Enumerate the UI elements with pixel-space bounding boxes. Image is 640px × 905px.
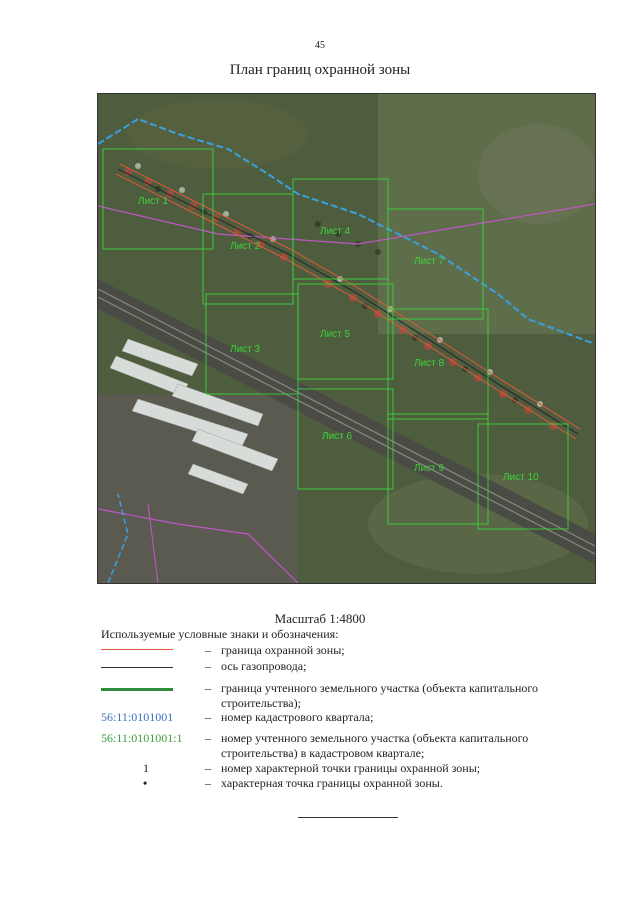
sheet-label: Лист 9	[414, 463, 445, 474]
legend-dash: –	[205, 643, 211, 657]
legend-dash: –	[205, 761, 211, 775]
point-marker: •	[143, 776, 148, 790]
legend-red-line	[101, 649, 173, 650]
page-title: План границ охранной зоны	[229, 62, 411, 78]
satellite-map	[97, 93, 596, 584]
legend-dash: –	[205, 659, 211, 673]
legend-heading: Используемые условные знаки и обозначения:	[101, 627, 339, 641]
legend-symbol	[101, 659, 173, 673]
legend-description: номер учтенного земельного участка (объекта капитального строительства) в кадастровом квартале;	[221, 731, 529, 760]
point-number-code: 1	[143, 761, 149, 775]
sheet-label: Лист 3	[230, 344, 261, 355]
footer-rule	[298, 817, 398, 818]
legend-dash: –	[205, 710, 211, 724]
sheet-label: Лист 5	[320, 329, 351, 340]
legend-description: характерная точка границы охранной зоны.	[221, 776, 443, 790]
legend-description: граница охранной зоны;	[221, 643, 345, 657]
legend-dark-line	[101, 667, 173, 668]
map-scale: Масштаб 1:4800	[274, 611, 366, 626]
legend-description: номер кадастрового квартала;	[221, 710, 374, 724]
legend-symbol	[101, 643, 173, 657]
page-number: 45	[315, 40, 325, 51]
legend-dash: –	[205, 681, 211, 695]
sheet-label: Лист 8	[414, 358, 445, 369]
sheet-label: Лист 1	[138, 196, 169, 207]
sheet-label: Лист 10	[503, 472, 539, 483]
cadastral-quarter-code: 56:11:0101001	[101, 710, 174, 724]
legend-dash: –	[205, 776, 211, 790]
plot-number-code: 56:11:0101001:1	[101, 731, 183, 745]
sheet-label: Лист 7	[414, 256, 445, 267]
legend-green-line	[101, 688, 173, 691]
legend-dash: –	[205, 731, 211, 745]
legend-description: номер характерной точки границы охранной зоны;	[221, 761, 481, 775]
sheet-label: Лист 4	[320, 226, 351, 237]
legend-description: граница учтенного земельного участка (объекта капитального строительства);	[221, 681, 539, 710]
legend-description: ось газопровода;	[221, 659, 307, 673]
sheet-label: Лист 6	[322, 431, 353, 442]
sheet-label: Лист 2	[230, 241, 261, 252]
legend-symbol	[101, 681, 173, 695]
